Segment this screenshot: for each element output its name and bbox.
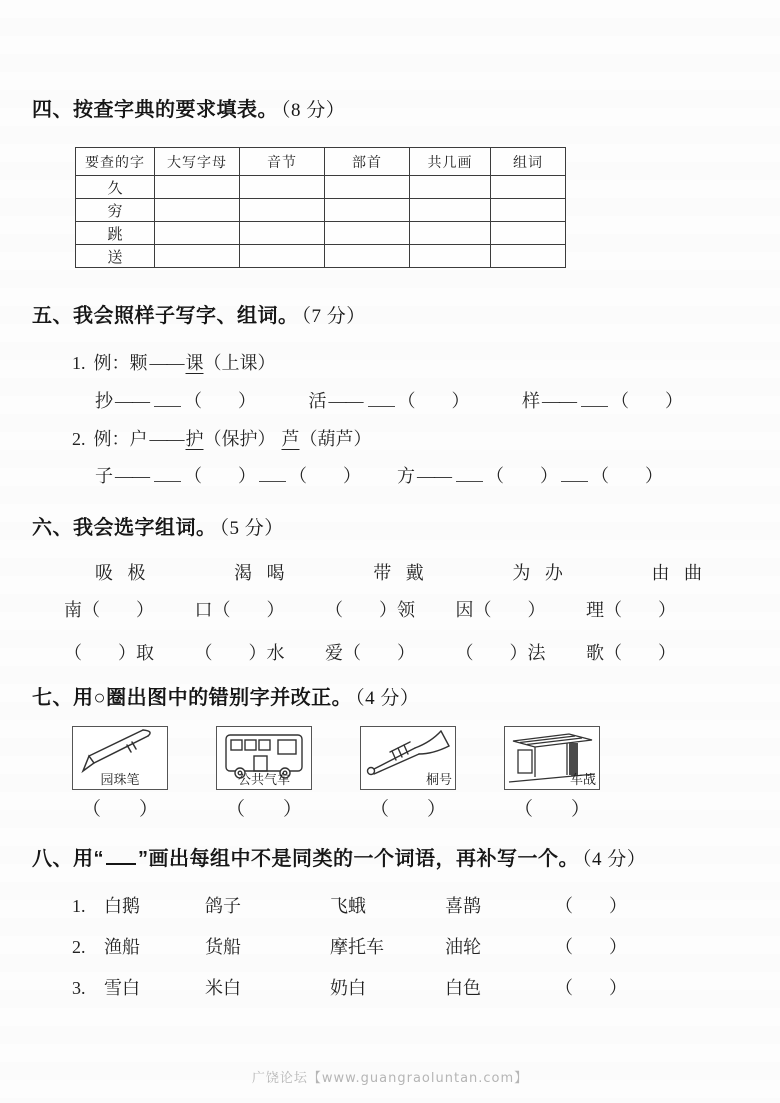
table-cell-empty xyxy=(240,245,325,268)
section7-score: （4 分） xyxy=(355,688,420,709)
answer-blank xyxy=(561,467,588,482)
section4-heading xyxy=(32,97,345,124)
table-cell-empty xyxy=(155,245,240,268)
word-group-row xyxy=(72,975,627,1001)
word: 渔船 xyxy=(104,937,140,957)
answer-paren: （ ） xyxy=(225,799,302,820)
section5-heading xyxy=(32,303,366,330)
fill-char: 抄 xyxy=(95,391,113,411)
word: 奶白 xyxy=(330,978,366,998)
lookup-char: 跳 xyxy=(76,222,155,245)
word: 油轮 xyxy=(445,937,481,957)
word-blank: （ ）领 xyxy=(325,600,415,620)
word: 喜鹊 xyxy=(445,896,481,916)
example-word: （保护） xyxy=(203,429,276,449)
item-number: 1. xyxy=(72,353,86,373)
paren-blank: （ ） xyxy=(184,466,256,486)
table-cell-empty xyxy=(491,199,566,222)
answer-blank xyxy=(368,392,395,407)
fill-group xyxy=(522,388,683,414)
answer-blank xyxy=(456,467,483,482)
row-number: 1. xyxy=(72,896,86,916)
choice-pair: 带 戴 xyxy=(373,563,424,583)
word-group-row xyxy=(72,934,627,960)
table-cell-empty xyxy=(240,222,325,245)
col-header-lookup-char: 要查的字 xyxy=(76,148,155,176)
dash: —— xyxy=(328,391,363,411)
paren-blank: （ ） xyxy=(611,391,683,411)
table-cell-empty xyxy=(491,222,566,245)
picture-box-bus-stop xyxy=(504,726,600,790)
dictionary-lookup-table xyxy=(75,147,566,268)
footer-watermark: 广饶论坛【www.guangraoluntan.com】 xyxy=(251,1071,529,1086)
choice-pair: 渴 喝 xyxy=(234,563,285,583)
underline-blank xyxy=(106,849,136,865)
word-blank: 口（ ） xyxy=(194,600,285,620)
answer-blank xyxy=(581,392,608,407)
dash: —— xyxy=(115,466,149,486)
table-cell-empty xyxy=(155,222,240,245)
section8-title-pre: 八、用“ xyxy=(32,848,104,870)
table-cell-empty xyxy=(410,222,491,245)
fill-char: 样 xyxy=(522,391,540,411)
answer-paren: （ ） xyxy=(81,799,158,820)
s6-choice-pairs xyxy=(95,560,702,586)
section5-score: （7 分） xyxy=(301,306,366,327)
fill-char: 活 xyxy=(308,391,327,411)
word-blank: （ ）法 xyxy=(455,643,546,663)
s7-answer-parens xyxy=(72,794,600,821)
paren-blank: （ ） xyxy=(486,466,558,486)
table-cell-empty xyxy=(491,176,566,199)
word-blank: 南（ ） xyxy=(64,600,154,620)
section8-title-post: ”画出每组中不是同类的一个词语，再补写一个。 xyxy=(138,848,579,870)
dash: —— xyxy=(149,353,184,373)
example-derived-char: 课 xyxy=(185,353,204,373)
answer-paren: （ ） xyxy=(369,799,446,820)
table-cell-empty xyxy=(410,199,491,222)
word: 米白 xyxy=(205,978,241,998)
section8-score: （4 分） xyxy=(582,849,647,870)
word-blank: 歌（ ） xyxy=(586,643,676,663)
s6-fill-row-1 xyxy=(64,597,676,623)
lookup-char: 送 xyxy=(76,245,155,268)
fill-group xyxy=(95,388,256,414)
table-cell-empty xyxy=(325,222,410,245)
example-base: 例：颗 xyxy=(93,353,148,373)
example-derived-char: 护 xyxy=(185,429,204,449)
dash: —— xyxy=(417,466,451,486)
word-blank: （ ）水 xyxy=(194,643,285,663)
picture-label: 桐号 xyxy=(425,772,452,787)
table-cell-empty xyxy=(410,245,491,268)
section6-score: （5 分） xyxy=(219,518,284,539)
fill-char: 子 xyxy=(95,466,113,486)
fill-group xyxy=(309,388,470,414)
choice-pair: 吸 极 xyxy=(95,563,146,583)
table-cell-empty xyxy=(240,176,325,199)
section4-score: （8 分） xyxy=(281,100,346,121)
example-word: （上课） xyxy=(203,353,276,373)
row-number: 3. xyxy=(72,978,86,998)
col-header-stroke-count: 共几画 xyxy=(410,148,491,176)
fill-group xyxy=(397,463,663,489)
word-blank: 爱（ ） xyxy=(325,643,415,663)
table-cell-empty xyxy=(240,199,325,222)
answer-paren: （ ） xyxy=(555,896,627,916)
word-blank: （ ）取 xyxy=(64,643,154,663)
dash: —— xyxy=(542,391,576,411)
word: 货船 xyxy=(205,937,241,957)
paren-blank: （ ） xyxy=(397,391,470,411)
example-base: 例：户 xyxy=(93,429,148,449)
lookup-char: 久 xyxy=(76,176,155,199)
section5-title: 五、我会照样子写字、组词。 xyxy=(32,305,299,327)
word-group-row xyxy=(72,893,627,919)
table-cell-empty xyxy=(410,176,491,199)
answer-blank xyxy=(259,467,286,482)
example-derived-char: 芦 xyxy=(281,429,300,449)
col-header-radical: 部首 xyxy=(325,148,410,176)
table-cell-empty xyxy=(325,176,410,199)
fill-group xyxy=(95,463,361,489)
word: 摩托车 xyxy=(330,937,384,957)
example-word: （葫芦） xyxy=(299,429,372,449)
s6-fill-row-2 xyxy=(64,640,676,666)
picture-box-trumpet xyxy=(360,726,456,790)
answer-paren: （ ） xyxy=(513,799,590,820)
row-number: 2. xyxy=(72,937,86,957)
table-cell-empty xyxy=(325,245,410,268)
table-row xyxy=(76,222,566,245)
paren-blank: （ ） xyxy=(289,466,361,486)
answer-blank xyxy=(154,467,181,482)
col-header-capital-letter: 大写字母 xyxy=(155,148,240,176)
picture-label: 车战 xyxy=(569,772,596,787)
table-row xyxy=(76,199,566,222)
col-header-syllable: 音节 xyxy=(240,148,325,176)
item-number: 2. xyxy=(72,429,86,449)
choice-pair: 为 办 xyxy=(512,563,563,583)
word: 雪白 xyxy=(104,978,140,998)
dash: —— xyxy=(149,429,184,449)
paren-blank: （ ） xyxy=(184,391,256,411)
table-cell-empty xyxy=(491,245,566,268)
section7-title: 七、用○圈出图中的错别字并改正。 xyxy=(32,687,353,709)
table-row xyxy=(76,176,566,199)
s5-example-2 xyxy=(72,426,372,452)
word-blank: 理（ ） xyxy=(586,600,676,620)
word: 白鹅 xyxy=(104,896,140,916)
picture-box-pen xyxy=(72,726,168,790)
table-cell-empty xyxy=(155,176,240,199)
choice-pair: 由 曲 xyxy=(651,563,702,583)
table-row xyxy=(76,245,566,268)
answer-blank xyxy=(154,392,181,407)
section6-title: 六、我会选字组词。 xyxy=(32,517,217,539)
s5-fill-line-2 xyxy=(95,463,663,489)
word: 飞蛾 xyxy=(330,896,366,916)
picture-label: 公共气车 xyxy=(237,772,291,787)
ballpoint-pen-icon xyxy=(73,727,167,777)
s7-picture-row xyxy=(72,726,600,790)
picture-box-bus xyxy=(216,726,312,790)
lookup-char: 穷 xyxy=(76,199,155,222)
col-header-word-group: 组词 xyxy=(491,148,566,176)
word: 白色 xyxy=(445,978,481,998)
dash: —— xyxy=(115,391,149,411)
table-cell-empty xyxy=(155,199,240,222)
s5-example-1 xyxy=(72,350,276,376)
section4-title: 四、按查字典的要求填表。 xyxy=(32,99,278,121)
paren-blank: （ ） xyxy=(591,466,663,486)
section6-heading xyxy=(32,515,284,542)
fill-char: 方 xyxy=(397,466,415,486)
word-blank: 因（ ） xyxy=(455,600,546,620)
answer-paren: （ ） xyxy=(555,978,627,998)
picture-label: 园珠笔 xyxy=(100,772,140,787)
word: 鸽子 xyxy=(205,896,241,916)
answer-paren: （ ） xyxy=(555,937,627,957)
s5-fill-line-1 xyxy=(95,388,683,414)
table-header-row xyxy=(76,148,566,176)
section7-heading xyxy=(32,685,419,712)
section8-heading xyxy=(32,846,646,873)
table-cell-empty xyxy=(325,199,410,222)
